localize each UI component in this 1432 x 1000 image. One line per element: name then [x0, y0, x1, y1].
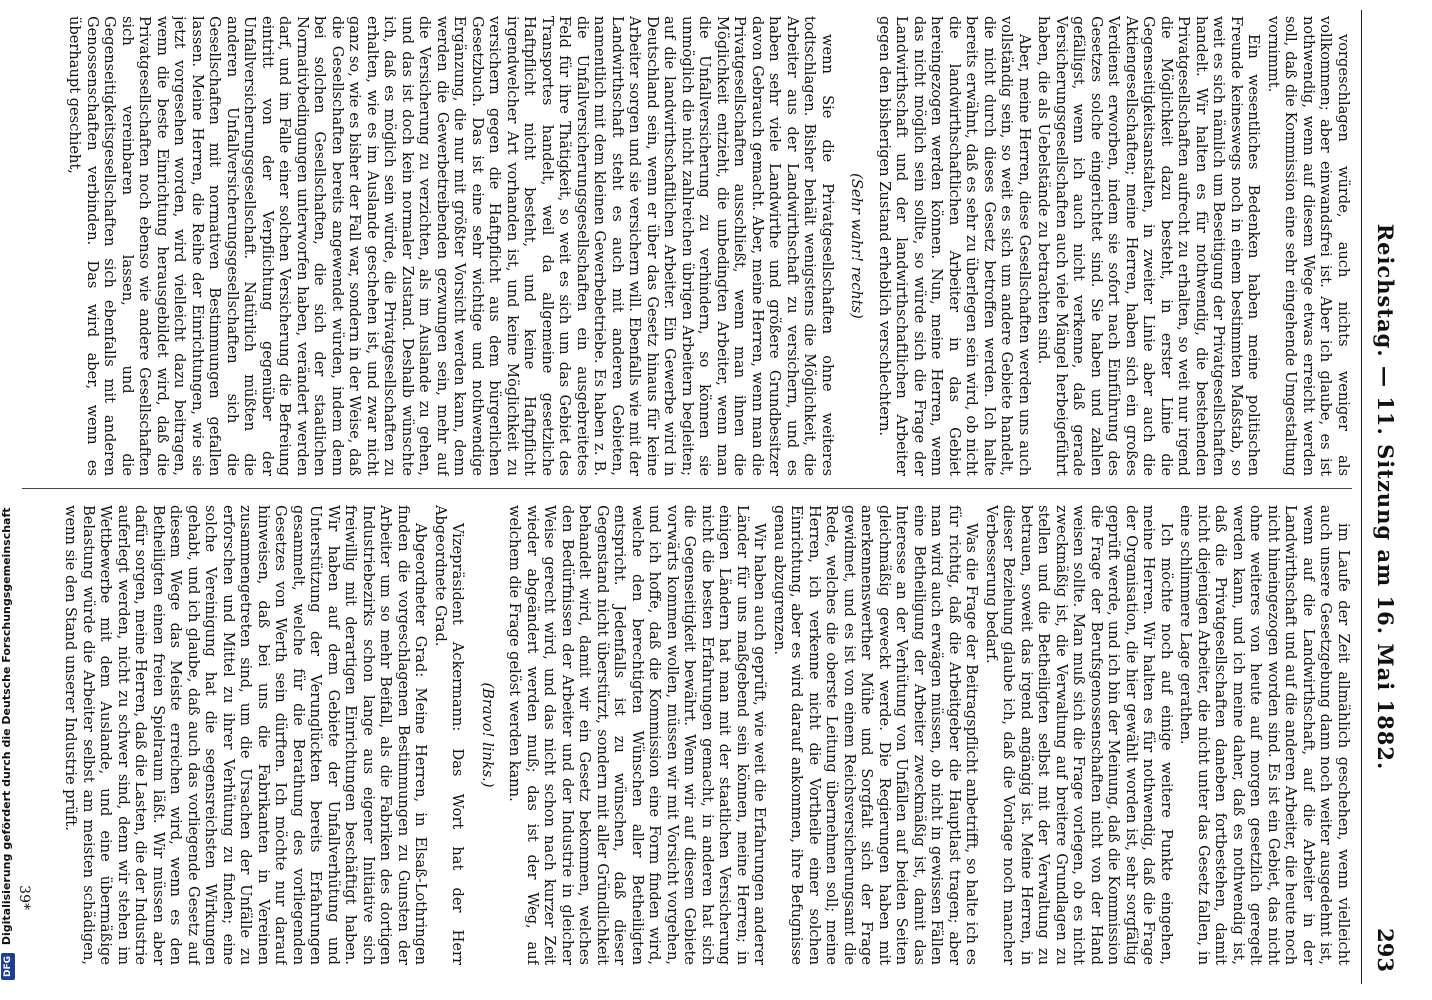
paragraph: Abgeordneter Grad: Meine Herren, in Elsaß-Lothringen finden die vorgeschlagenen Bestimmungen zu Gunsten der Arbeiter um so mehr Beifall, als die Fabriken des dortigen Industriebezirks schon lange aus eigener Initiative sich freiwillig mit derartigen Einrichtungen beschäftigt haben. Wir haben auf dem Gebiete der Unfallverhütung und Unterstützung der Verunglückten bereits Erfahrungen gesammelt, welche für die Berathung des vorliegenden Gesetzes von Werth sein dürften. Ich möchte nur darauf hinweisen, daß bei uns die Fabrikanten in Vereinen zusammengetreten sind, um die Ursachen der Unfälle zu erforschen und Mittel zu ihrer Verhütung zu finden; eine solche Vereinigung hat die segensreichsten Wirkungen gehabt, und ich glaube, daß auch das vorliegende Gesetz auf diesem Wege das Meiste erreichen wird, wenn es den Betheiligten einen freien Spielraum läßt. Wir müssen aber dafür sorgen, meine Herren, daß die Lasten, die der Industrie auferlegt werden, nicht zu schwer sind, denn wir stehen im Wettbewerbe mit dem Auslande, und eine übermäßige Belastung würde die Arbeiter selbst am meisten schädigen, wenn sie den Stand unserer Industrie prüft.	[62, 505, 430, 965]
digitization-credit: Digitalisierung gefördert durch die Deutsche Forschungsgemeinschaft	[0, 507, 13, 946]
paragraph: Vizepräsident Ackermann: Das Wort hat der Herr Abgeordnete Grad.	[432, 505, 467, 965]
paragraph: Ein wesentliches Bedenken haben meine politischen Freunde keineswegs noch in einem bestimmten Maßstab, so weit es sich nämlich um Beseitigung der Privatgesellschaften handelt. Wir halten es für nothwendig, die bestehenden Privatgesellschaften aufrecht zu erhalten, so weit nur irgend die Möglichkeit dazu besteht, in erster Linie die Gegenseitigkeitsanstalten, in zweiter Linie aber auch die Aktiengesellschaften; meine Herren, haben sich ein großes Verdienst erworben, indem sie sofort nach Einführung des Gesetzes solche eingerichtet sind. Sie haben und zahlen gefälligst, wenn ich auch nicht verkenne, daß gerade Versicherungsgesellschaften auch viele Mängel herbeigeführt haben, die als Uebelstände zu betrachten sind.	[1035, 16, 1263, 476]
column-divider	[22, 488, 1352, 489]
running-title: Reichstag. — 11. Sitzung am 16. Mai 1882.	[1373, 223, 1398, 771]
left-column	[32, 16, 1352, 476]
paragraph: Aber, meine Herren, diese Gesellschaften werden uns auch vollständig sein, so weit es sich um andere Gebiete handelt, die nicht durch dieses Gesetz betroffen werden. Ich halte bereits erwähnt, daß es sehr zu überlegen sein wird, ob nicht die landwirthschaftlichen Arbeiter in das Gebiet hereingezogen werden können. Nun, meine Herren, wenn das nicht möglich sein sollte, so würde sich die Frage der Landwirthschaft und der landwirthschaftlichen Arbeiter gegen den bisherigen Zustand erheblich verschlechtern.	[876, 16, 1033, 476]
right-column	[32, 505, 1352, 965]
paragraph: Wir haben auch geprüft, wie weit die Erfahrungen anderer Länder für uns maßgebend sein können, meine Herren; in einigen Ländern hat man mit der staatlichen Versicherung nicht die besten Erfahrungen gemacht, in anderen hat sich die Gegenseitigkeit bewährt. Wenn wir auf diesem Gebiete vorwärts kommen wollen, müssen wir mit Vorsicht vorgehen, und ich hoffe, daß die Kommission eine Form finden wird, welche den berechtigten Wünschen aller Betheiligten entspricht. Jedenfalls ist zu wünschen, daß dieser Gegenstand nicht überstürzt, sondern mit aller Gründlichkeit behandelt wird, damit wir ein Gesetz bekommen, welches den Bedürfnissen der Arbeiter und der Industrie in gleicher Weise gerecht wird, und das nicht schon nach kurzer Zeit wieder abgeändert werden muß; das ist der Weg, auf welchem die Frage gelöst werden kann.	[506, 505, 769, 965]
interjection: (Sehr wahr! rechts)	[848, 173, 866, 319]
digitization-footer	[0, 0, 14, 1000]
header-rule	[1361, 10, 1362, 984]
paragraph: im Laufe der Zeit allmählich geschehen, wenn vielleicht auch unsere Gesetzgebung dann noch weiter ausgedehnt ist, wenn auf die Landwirthschaft, auf die Arbeiter in der Landwirthschaft und auf die anderen Arbeiter, die heute noch nicht hineingezogen worden sind. Es ist ein Gebiet, das nicht ohne weiteres von heute auf morgen gesetzlich geregelt werden kann, und ich meine daher, daß es nothwendig ist, daß die Privatgesellschaften daneben fortbestehen, damit nicht diejenigen Arbeiter, die nicht unter das Gesetz fallen, in eine schlimmere Lage gerathen.	[1177, 505, 1352, 965]
paragraph: Ich möchte noch auf einige weitere Punkte eingehen, meine Herren. Wir halten es für nothwendig, daß die Frage der Organisation, die hier gewählt worden ist, sehr sorgfältig geprüft werde, und ich bin der Meinung, daß die Kommission die Frage der Berufsgenossenschaften nicht von der Hand weisen sollte. Man muß sich die Frage vorlegen, ob es nicht zweckmäßig ist, die Verwaltung auf breitere Grundlagen zu stellen und die Betheiligten selbst mit der Verwaltung zu betrauen, soweit das irgend angängig ist. Meine Herren, in dieser Beziehung glaube ich, daß die Vorlage noch mancher Verbesserung bedarf.	[983, 505, 1175, 965]
paragraph: wenn Sie die Privatgesellschaften ohne weiteres todtschlagen. Bisher behält wenigstens die Möglichkeit, die Arbeiter aus der Landwirthschaft zu versichern, und es haben sehr viele Landwirthe und größere Grundbesitzer davon Gebrauch gemacht. Aber, meine Herren, wenn man die Privatgesellschaften ausschließt, wenn man ihnen die Möglichkeit entzieht, die unbedingten Arbeiter, wenn man die Unfallversicherung zu verhindern, so können sie unmöglich die nicht zahlreichen übrigen Arbeitern begleiten; auf die landwirthschaftlichen Arbeiter. Ein Gewerbe wird in Deutschland sein, wenn er über das Gesetz hinaus für keine Arbeiter sorgen und sie versichern will. Ebenfalls wie mit der Landwirthschaft steht es auch mit anderen Gebieten, namentlich mit dem kleinen Gewerbebetriebe. Es haben z. B. die Unfallversicherungsgesellschaften ein ausgebreitetes Feld für ihre Thätigkeit, so weit es sich um das Gebiet des Transportes handelt, weil da allgemeine gesetzliche Haftpflicht nicht besteht, und keine Haftpflicht irgendwelcher Art vorhanden ist, und keine Möglichkeit zu versichern gegen die Haftpflicht aus dem bürgerlichen Gesetzbuch. Das ist eine sehr wichtige und nothwendige Ergänzung, die nur mit größter Vorsicht werden kann, denn werden die Gewerbetreibenden gezwungen sein, mehr auf die Versicherung zu verzichten, als im Auslande zu gehen, und das ist doch kein normaler Zustand. Deshalb wünschte ich, daß es möglich sein würde, die Privatgesellschaften zu erhalten, wie es im Auslande geschehen ist, und zwar nicht ganz so, wie es bisher der Fall war, sondern in der Weise, daß die Gesellschaften bereits angewendet würden, indem denn bei solchen Gesellschaften, die sich der staatlichen Normativbedingungen unterworfen haben, verändert werden darf, und im Falle einer solchen Versicherung die Befreiung eintritt von der Verpflichtung gegenüber der Unfallversicherungsgesellschaft. Natürlich müßten die anderen Unfallversicherungsgesellschaften sich die Gesellschaften mit normativen Bestimmungen gefallen lassen. Meine Herren, die Reihe der Einrichtungen, wie sie jetzt vorgesehen worden, wird vielleicht dazu beitragen, wenn die beste Einrichtung herausgebildet wird, daß die Privatgesellschaften noch ebenso wie andere Gesellschaften sich vereinbaren lassen, und die Gegenseitigkeitsgesellschaften sich ebenfalls mit anderen Genossenschaften verbinden. Das wird aber, wenn es überhaupt geschieht,	[66, 16, 836, 476]
signature-mark: 39*	[16, 885, 32, 910]
paragraph: Was die Frage der Beitragspflicht anbetrifft, so halte ich es für richtig, daß die Arbeitgeber die Hauptlast tragen; aber man wird auch erwägen müssen, ob nicht in gewissen Fällen eine Betheiligung der Arbeiter zweckmäßig ist, damit das Interesse an der Verhütung von Unfällen auf beiden Seiten gleichmäßig geweckt werde. Die Regierungen haben mit anerkennenswerther Mühe und Sorgfalt sich der Frage gewidmet, und es ist von einem Reichsversicherungsamt die Rede, welches die oberste Leitung übernehmen soll; meine Herren, ich verkenne nicht die Vortheile einer solchen Einrichtung, aber es wird darauf ankommen, ihre Befugnisse genau abzugrenzen.	[771, 505, 981, 965]
paragraph: vorgeschlagen würde, auch nichts weniger als vollkommen; aber einwandsfrei ist. Aber ich glaube, es ist nothwendig, wenn auf diesem Wege etwas erreicht werden soll, daß die Kommission eine sehr eingehende Umgestaltung vornimmt.	[1265, 16, 1352, 476]
page-header	[1368, 14, 1398, 980]
interjection: (Bravo! links.)	[479, 682, 496, 788]
page-number: 293	[1373, 928, 1398, 972]
dfg-logo-icon: DFG	[1, 953, 15, 980]
